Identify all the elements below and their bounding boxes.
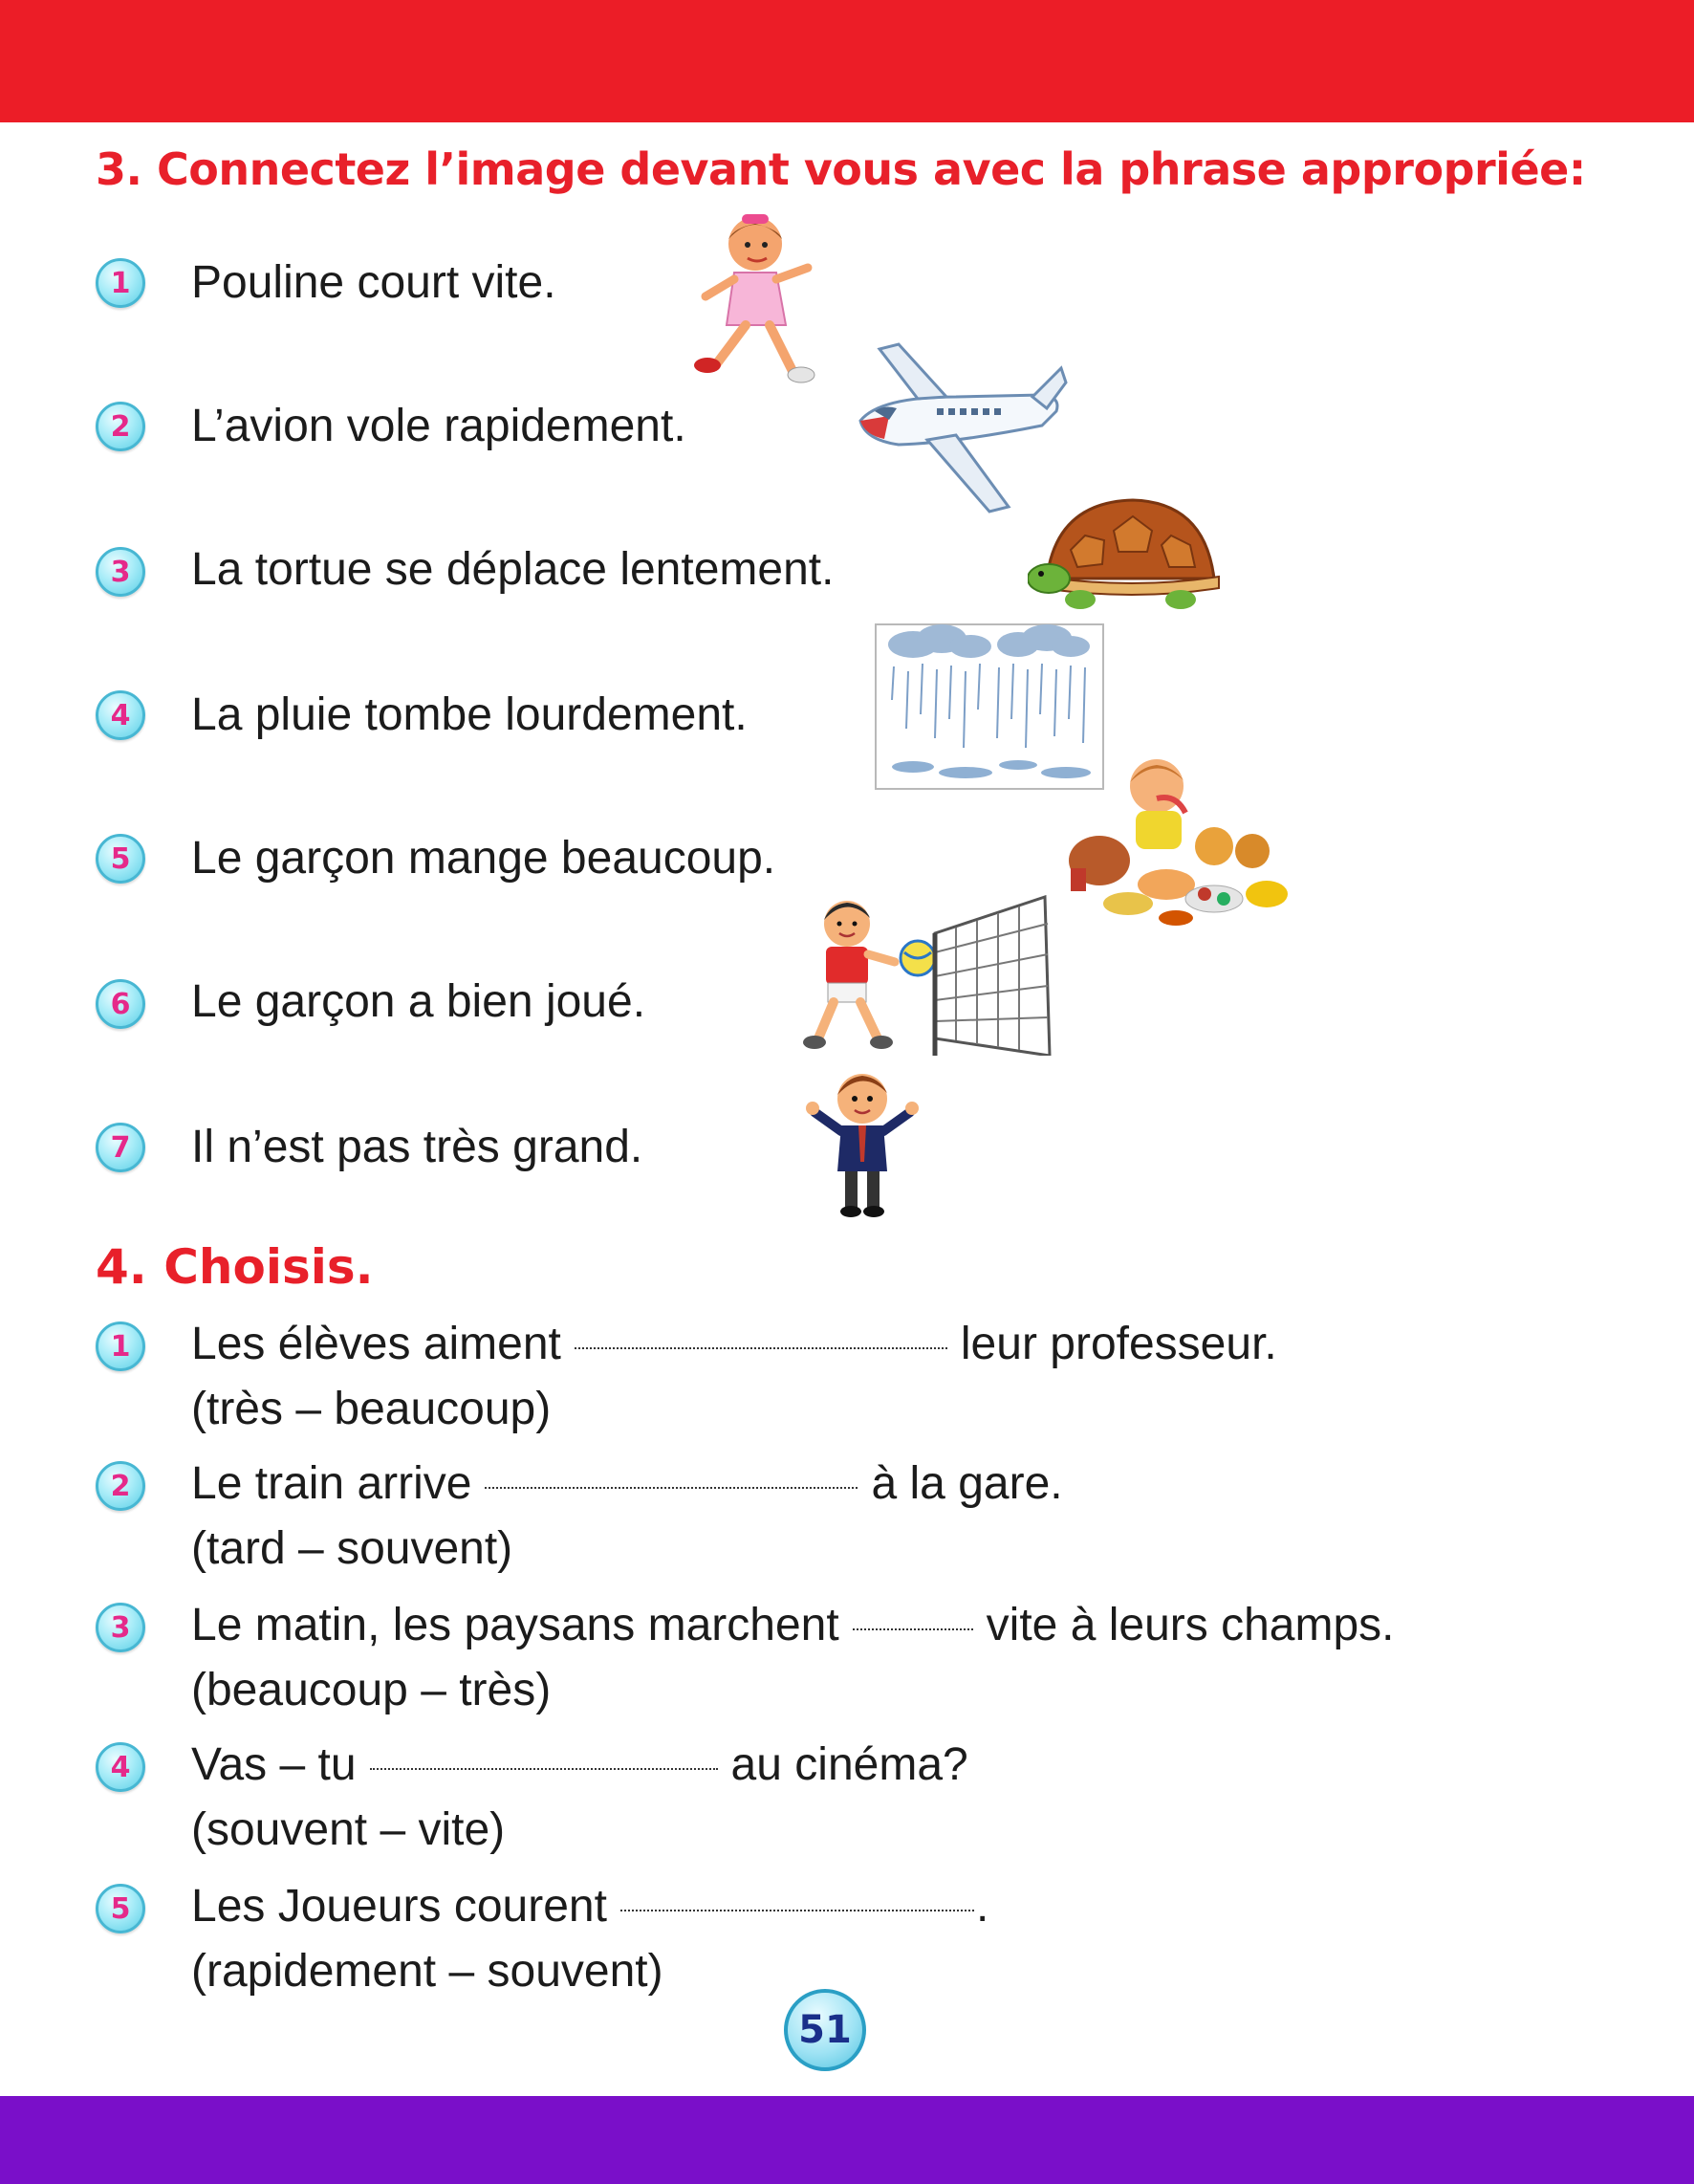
sentence-start: Les Joueurs courent — [191, 1881, 607, 1932]
bottom-color-band — [0, 2096, 1694, 2184]
page-number-badge: 51 — [784, 1989, 866, 2071]
exercise-4-sentence-5 — [191, 1878, 988, 1935]
exercise-3-sentence-7: Il n’est pas très grand. — [191, 1122, 643, 1172]
sentence-end: . — [975, 1881, 989, 1932]
sentence-start: Le train arrive — [191, 1458, 472, 1509]
item-number-badge: 4 — [96, 690, 145, 740]
item-number-badge: 6 — [96, 979, 145, 1029]
item-number-badge: 1 — [96, 258, 145, 308]
item-number-badge: 3 — [96, 547, 145, 597]
sentence-end: au cinéma? — [730, 1739, 968, 1790]
exercise-4-sentence-1 — [191, 1316, 1277, 1373]
item-number-badge: 5 — [96, 1884, 145, 1933]
sentence-end: à la gare. — [871, 1458, 1063, 1509]
exercise-4-title: 4. Choisis. — [96, 1239, 374, 1295]
sentence-start: Les élèves aiment — [191, 1319, 561, 1369]
sentence-end: vite à leurs champs. — [986, 1600, 1395, 1650]
answer-blank[interactable] — [370, 1767, 718, 1770]
exercise-4-sentence-3 — [191, 1597, 1395, 1654]
answer-blank[interactable] — [620, 1909, 974, 1911]
exercise-4-sentence-2 — [191, 1455, 1063, 1513]
exercise-3-sentence-3: La tortue se déplace lentement. — [191, 544, 835, 595]
sentence-end: leur professeur. — [960, 1319, 1277, 1369]
exercise-3-sentence-2: L’avion vole rapidement. — [191, 401, 686, 451]
item-number-badge: 7 — [96, 1123, 145, 1172]
answer-blank[interactable] — [485, 1486, 858, 1489]
item-number-badge: 4 — [96, 1742, 145, 1792]
exercise-4-choices-3: (beaucoup – très) — [191, 1665, 552, 1715]
exercise-4-choices-1: (très – beaucoup) — [191, 1384, 552, 1434]
exercise-4-sentence-4 — [191, 1736, 968, 1794]
sentence-start: Le matin, les paysans marchent — [191, 1600, 839, 1650]
item-number-badge: 2 — [96, 402, 145, 451]
sentence-start: Vas – tu — [191, 1739, 357, 1790]
answer-blank[interactable] — [575, 1346, 947, 1349]
item-number-badge: 5 — [96, 834, 145, 884]
exercise-4-choices-4: (souvent – vite) — [191, 1804, 506, 1855]
turtle-image — [1028, 483, 1228, 617]
exercise-3-sentence-6: Le garçon a bien joué. — [191, 976, 646, 1027]
exercise-3-sentence-4: La pluie tombe lourdement. — [191, 689, 748, 740]
exercise-4-choices-2: (tard – souvent) — [191, 1523, 513, 1574]
volleyball-boy-image — [801, 895, 1054, 1056]
running-girl-image — [688, 210, 822, 387]
short-boy-image — [803, 1066, 923, 1219]
item-number-badge: 2 — [96, 1461, 145, 1511]
top-color-band — [0, 0, 1694, 122]
boy-eating-image — [1061, 755, 1295, 928]
item-number-badge: 3 — [96, 1603, 145, 1652]
exercise-3-title: 3. Connectez l’image devant vous avec la phrase appropriée: — [96, 143, 1586, 195]
exercise-3-sentence-1: Pouline court vite. — [191, 257, 556, 308]
item-number-badge: 1 — [96, 1321, 145, 1371]
exercise-4-choices-5: (rapidement – souvent) — [191, 1946, 663, 1997]
answer-blank[interactable] — [853, 1627, 973, 1630]
exercise-3-sentence-5: Le garçon mange beaucoup. — [191, 833, 776, 884]
